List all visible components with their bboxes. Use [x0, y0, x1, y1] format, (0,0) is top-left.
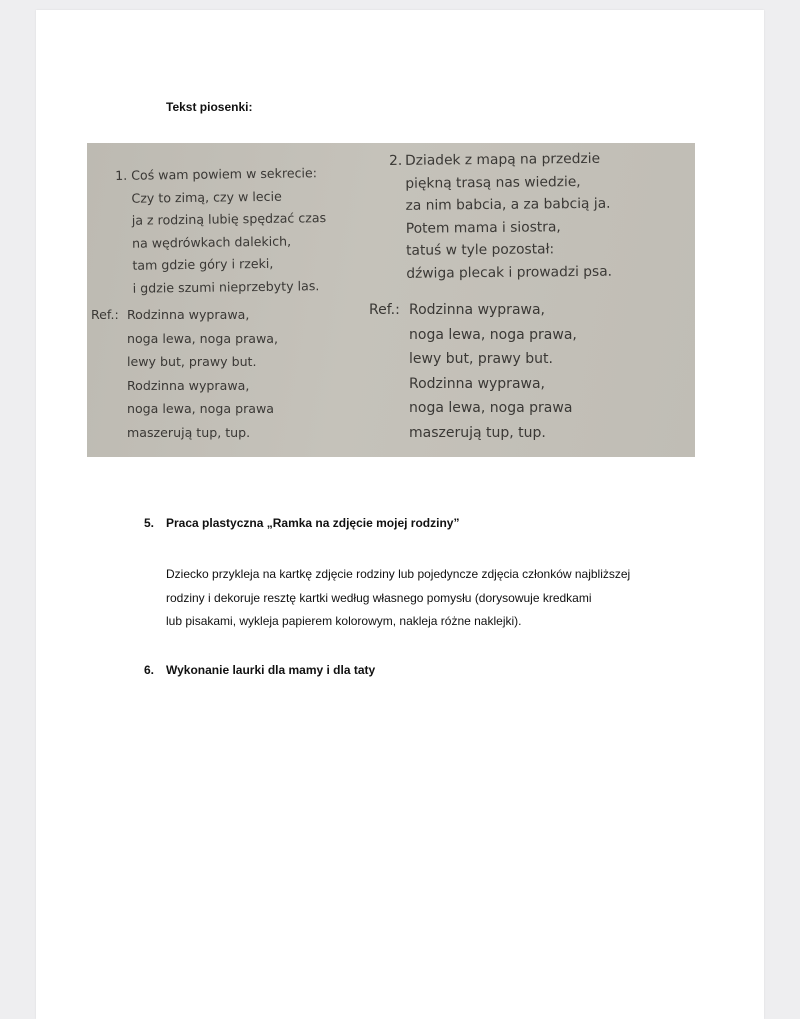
verse-2-line: tatuś w tyle pozostał: [405, 241, 555, 259]
verse-2-line: piękną trasą nas wiedzie, [405, 173, 581, 192]
refrain-right [369, 298, 577, 445]
verse-2-line: Potem mama i siostra, [405, 218, 561, 237]
verse-2 [389, 148, 612, 285]
verse-2-line: 2. Dziadek z mapą na przedzie [389, 148, 611, 173]
song-lyrics-photo [87, 143, 695, 457]
section-5-paragraph [166, 563, 686, 634]
refrain-line: noga lewa, noga prawa, [127, 330, 278, 346]
refrain-line: noga lewa, noga prawa [127, 401, 274, 416]
refrain-line: Ref.: Rodzinna wyprawa, [91, 303, 278, 327]
verse-1-line: i gdzie szumi nieprzebyty las. [132, 277, 320, 296]
verse-1-line: tam gdzie góry i rzeki, [132, 255, 274, 273]
verse-1-line: Czy to zimą, czy w lecie [131, 188, 282, 206]
verse-2-line: za nim babcia, a za babcią ja. [405, 195, 611, 214]
refrain-left [91, 303, 278, 444]
refrain-label: Ref.: [369, 302, 400, 318]
section-5-number: 5. [144, 516, 155, 530]
refrain-line: noga lewa, noga prawa [409, 400, 573, 416]
document-page [36, 10, 764, 1019]
verse-1-line: na wędrówkach dalekich, [131, 233, 292, 251]
verse-2-number: 2. [389, 152, 403, 169]
refrain-line: lewy but, prawy but. [409, 351, 553, 367]
refrain-line: Rodzinna wyprawa, [127, 377, 250, 393]
refrain-line: Ref.: Rodzinna wyprawa, [369, 298, 577, 323]
verse-1-line: 1. Coś wam powiem w sekrecie: [115, 162, 326, 187]
section-6-title [144, 663, 375, 677]
song-heading: Tekst piosenki: [166, 100, 253, 114]
refrain-label: Ref.: [91, 307, 119, 322]
refrain-line: Rodzinna wyprawa, [409, 375, 546, 392]
paragraph-line: rodziny i dekoruje resztę kartki według własnego pomysłu (dorysowuje kredkami [166, 590, 592, 605]
paragraph-line: Dziecko przykleja na kartkę zdjęcie rodziny lub pojedyncze zdjęcia członków najbliższej [166, 567, 631, 581]
verse-1-line: ja z rodziną lubię spędzać czas [131, 210, 327, 228]
refrain-line: lewy but, prawy but. [127, 354, 257, 369]
section-6-number: 6. [144, 663, 155, 677]
verse-1-number: 1. [115, 167, 128, 183]
refrain-line: maszerują tup, tup. [409, 424, 546, 441]
paragraph-line: lub pisakami, wykleja papierem kolorowym, nakleja różne naklejki). [166, 614, 522, 628]
section-5-title-text: Praca plastyczna „Ramka na zdjęcie mojej rodziny” [166, 516, 460, 530]
section-5-title [144, 516, 459, 530]
section-6-title-text: Wykonanie laurki dla mamy i dla taty [166, 663, 376, 677]
refrain-line: maszerują tup, tup. [127, 424, 251, 440]
verse-2-line: dźwiga plecak i prowadzi psa. [406, 263, 613, 282]
refrain-line: noga lewa, noga prawa, [409, 326, 577, 343]
verse-1 [115, 162, 327, 300]
